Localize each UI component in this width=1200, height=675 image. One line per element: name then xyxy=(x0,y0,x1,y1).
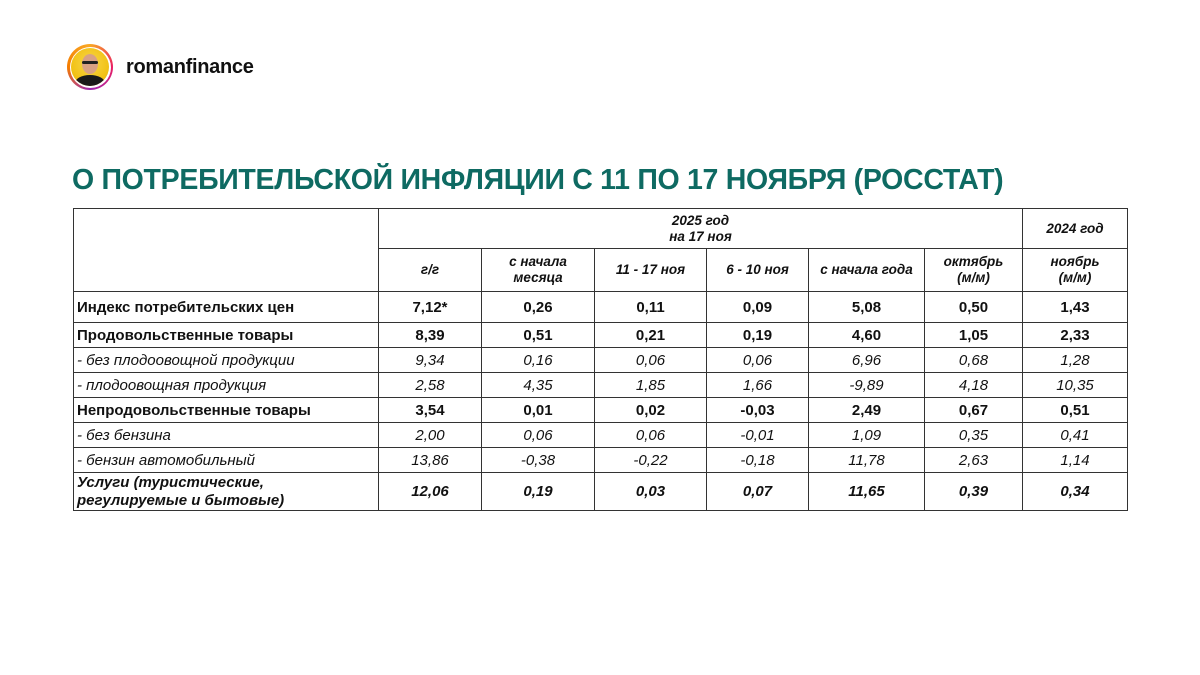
column-header-line: с начала xyxy=(509,254,567,269)
table-cell: 8,39 xyxy=(379,323,482,348)
table-cell: 0,06 xyxy=(595,348,707,373)
table-cell: 2,58 xyxy=(379,373,482,398)
table-cell: 0,35 xyxy=(925,423,1023,448)
corner-cell xyxy=(74,209,379,292)
table-cell: 13,86 xyxy=(379,448,482,473)
table-row xyxy=(74,292,1128,323)
column-header-line: 11 - 17 ноя xyxy=(615,262,686,277)
table-cell: 0,01 xyxy=(482,398,595,423)
table-cell: 0,41 xyxy=(1023,423,1128,448)
table-cell: -0,03 xyxy=(707,398,809,423)
group-2025-line2: на 17 ноя xyxy=(669,228,732,244)
table-cell: 1,28 xyxy=(1023,348,1128,373)
row-label: Услуги (туристические, регулируемые и бытовые) xyxy=(74,473,379,511)
column-header xyxy=(707,249,809,292)
row-label: Продовольственные товары xyxy=(74,323,379,348)
profile-header xyxy=(67,44,254,90)
table-cell: 3,54 xyxy=(379,398,482,423)
table-cell: 11,65 xyxy=(809,473,925,511)
group-header-2025 xyxy=(379,209,1023,249)
table-cell: 0,06 xyxy=(595,423,707,448)
table-cell: 1,14 xyxy=(1023,448,1128,473)
table-cell: 1,85 xyxy=(595,373,707,398)
column-header-line: октябрь xyxy=(943,254,1004,269)
row-label: - без бензина xyxy=(74,423,379,448)
table-row xyxy=(74,398,1128,423)
table-cell: 2,49 xyxy=(809,398,925,423)
table-cell: 7,12* xyxy=(379,292,482,323)
table-cell: 1,43 xyxy=(1023,292,1128,323)
table-cell: 0,50 xyxy=(925,292,1023,323)
table-cell: 0,09 xyxy=(707,292,809,323)
page-title: О ПОТРЕБИТЕЛЬСКОЙ ИНФЛЯЦИИ С 11 ПО 17 НОЯБРЯ (РОССТАТ) xyxy=(72,164,1004,196)
inflation-table xyxy=(73,208,1128,511)
row-label: - без плодоовощной продукции xyxy=(74,348,379,373)
column-header-line: ноябрь xyxy=(1050,254,1100,269)
table-cell: 0,16 xyxy=(482,348,595,373)
group-2025-line1: 2025 год xyxy=(671,212,730,228)
table-cell: 0,26 xyxy=(482,292,595,323)
row-label: Индекс потребительских цен xyxy=(74,292,379,323)
table-cell: 0,68 xyxy=(925,348,1023,373)
table-cell: 0,21 xyxy=(595,323,707,348)
column-header-line: (м/м) xyxy=(1058,270,1092,285)
table-row xyxy=(74,448,1128,473)
table-cell: 2,00 xyxy=(379,423,482,448)
table-cell: 0,07 xyxy=(707,473,809,511)
table-cell: 2,33 xyxy=(1023,323,1128,348)
table-cell: 9,34 xyxy=(379,348,482,373)
table-cell: 4,18 xyxy=(925,373,1023,398)
table-row xyxy=(74,423,1128,448)
avatar xyxy=(67,44,113,90)
table-cell: 4,35 xyxy=(482,373,595,398)
group-header-2024: 2024 год xyxy=(1023,209,1128,249)
table-cell: 5,08 xyxy=(809,292,925,323)
table-cell: -0,18 xyxy=(707,448,809,473)
table-cell: -0,01 xyxy=(707,423,809,448)
table-cell: 2,63 xyxy=(925,448,1023,473)
table-cell: 0,06 xyxy=(482,423,595,448)
table-cell: 0,67 xyxy=(925,398,1023,423)
table-cell: 4,60 xyxy=(809,323,925,348)
table-cell: 0,51 xyxy=(1023,398,1128,423)
table-cell: 0,34 xyxy=(1023,473,1128,511)
column-header xyxy=(595,249,707,292)
table-cell: 11,78 xyxy=(809,448,925,473)
row-label: - плодоовощная продукция xyxy=(74,373,379,398)
table-cell: 10,35 xyxy=(1023,373,1128,398)
table-cell: 0,06 xyxy=(707,348,809,373)
table-cell: 0,19 xyxy=(707,323,809,348)
table-cell: 1,05 xyxy=(925,323,1023,348)
table-row xyxy=(74,373,1128,398)
column-header xyxy=(1023,249,1128,292)
column-header-line: (м/м) xyxy=(957,270,990,285)
table-cell: 0,19 xyxy=(482,473,595,511)
column-header xyxy=(809,249,925,292)
table-row xyxy=(74,348,1128,373)
table-cell: 6,96 xyxy=(809,348,925,373)
table-cell: 0,03 xyxy=(595,473,707,511)
column-header-line: месяца xyxy=(513,270,563,285)
table-cell: -9,89 xyxy=(809,373,925,398)
row-label: - бензин автомобильный xyxy=(74,448,379,473)
table-cell: 0,11 xyxy=(595,292,707,323)
column-header-line: г/г xyxy=(420,262,440,277)
column-header-line: 6 - 10 ноя xyxy=(726,262,789,277)
column-header xyxy=(925,249,1023,292)
table-cell: -0,38 xyxy=(482,448,595,473)
table-cell: 1,66 xyxy=(707,373,809,398)
table-cell: 0,39 xyxy=(925,473,1023,511)
table-cell: 0,51 xyxy=(482,323,595,348)
profile-name: romanfinance xyxy=(126,55,254,78)
table-cell: 12,06 xyxy=(379,473,482,511)
column-header xyxy=(379,249,482,292)
table-cell: 0,02 xyxy=(595,398,707,423)
row-label: Непродовольственные товары xyxy=(74,398,379,423)
table-row xyxy=(74,473,1128,511)
column-header-line: с начала года xyxy=(820,262,913,277)
table-row xyxy=(74,323,1128,348)
column-header xyxy=(482,249,595,292)
table-cell: 1,09 xyxy=(809,423,925,448)
table-cell: -0,22 xyxy=(595,448,707,473)
